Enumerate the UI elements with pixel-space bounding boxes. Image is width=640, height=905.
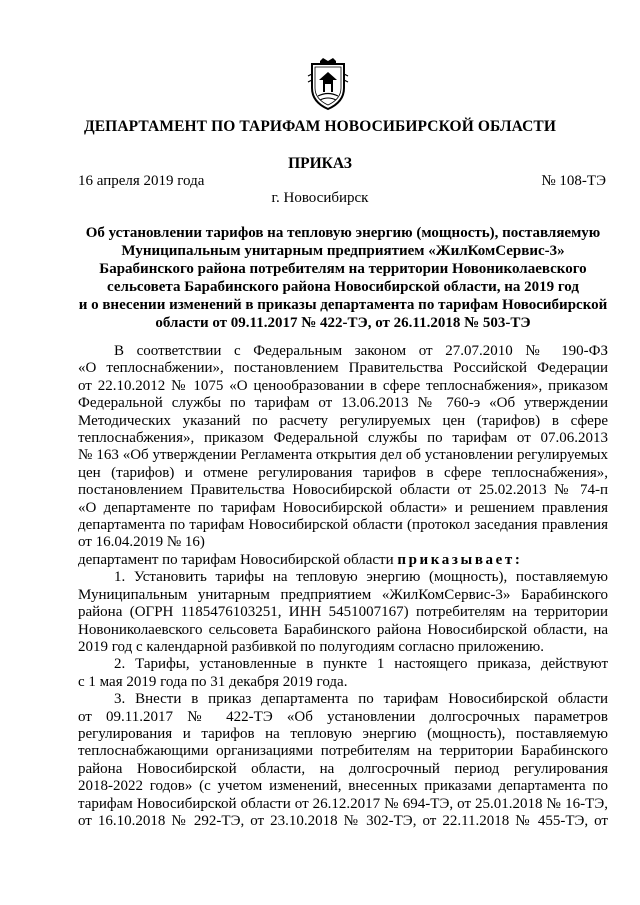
item-2-paragraph — [78, 656, 608, 691]
preamble-line: Федеральной службы по тарифам от 13.06.2013 № 760-э «Об утверждении — [78, 395, 608, 412]
preamble-line: теплоснабжения», приказом Федеральной службы по тарифам от 07.06.2013 — [78, 430, 608, 447]
order-city: г. Новосибирск — [271, 190, 369, 206]
preamble-line: В соответствии с Федеральным законом от 27.07.2010 № 190-ФЗ — [114, 343, 608, 359]
item-3-line: 2018-2022 годов» (с учетом изменений, внесенных приказами департамента по — [78, 778, 608, 795]
title-line: области от 09.11.2017 № 422-ТЭ, от 26.11.2018 № 503-ТЭ — [155, 315, 531, 331]
preamble-line: от 22.10.2012 № 1075 «О ценообразовании в сфере теплоснабжения», приказом — [78, 377, 608, 394]
order-title — [78, 224, 608, 332]
item-1-line: района (ОГРН 1185476103251, ИНН 5451007167) потребителям на территории — [78, 604, 608, 621]
item-1-line: 2019 год с календарной разбивкой по полугодиям согласно приложению. — [78, 638, 544, 655]
item-3-line: тарифам Новосибирской области от 26.12.2017 № 694-ТЭ, от 25.01.2018 № 16-ТЭ, — [78, 795, 608, 812]
item-3-line: от 16.10.2018 № 292-ТЭ, от 23.10.2018 № 302-ТЭ, от 22.11.2018 № 455-ТЭ, от — [78, 812, 608, 829]
item-3-line: 3. Внести в приказ департамента по тарифам Новосибирской области — [114, 691, 608, 708]
preamble-line: постановлением Правительства Новосибирской области от 25.02.2013 № 74-п — [78, 482, 608, 499]
item-3-line: от 09.11.2017 № 422-ТЭ «Об установлении долгосрочных параметров — [78, 708, 608, 725]
order-date: 16 апреля 2019 года — [78, 173, 205, 189]
title-line: и о внесении изменений в приказы департамента по тарифам Новосибирской — [78, 297, 608, 313]
order-number: № 108-ТЭ — [541, 173, 606, 189]
preamble-line: от 16.04.2019 № 16) — [78, 534, 205, 551]
item-3-line: регулирования и тарифов на тепловую энергию (мощность), поставляемую — [78, 725, 608, 742]
preamble-line: «О теплоснабжении», постановлением Правительства Российской Федерации — [78, 360, 608, 377]
title-line: Об установлении тарифов на тепловую энергию (мощность), поставляемую — [85, 225, 601, 241]
item-3-line: теплоснабжающими организациями потребителям на территории Барабинского — [78, 743, 608, 760]
item-1-paragraph — [78, 569, 608, 656]
preamble-line: № 163 «Об утверждении Регламента открытия дел об установлении регулируемых — [78, 447, 608, 464]
preamble-line: департамента по тарифам Новосибирской области (протокол заседания правления — [78, 517, 608, 534]
preamble-line: «О департаменте по тарифам Новосибирской области» и решением правления — [78, 499, 608, 516]
item-1-line: Муниципальным унитарным предприятием «ЖилКомСервис-3» Барабинского — [78, 586, 608, 603]
orders-line — [78, 552, 608, 569]
item-2-line: с 1 мая 2019 года по 31 декабря 2019 года. — [78, 673, 348, 690]
title-line: Барабинского района потребителям на территории Новониколаевского — [99, 261, 587, 277]
item-1-line: 1. Установить тарифы на тепловую энергию (мощность), поставляемую — [114, 569, 608, 586]
order-body — [78, 343, 608, 830]
item-3-paragraph — [78, 691, 608, 830]
preamble-line: цен (тарифов) и отмене регулирования тарифов в сфере теплоснабжения», — [78, 464, 608, 481]
orders-emphasis: приказывает: — [397, 551, 523, 568]
coat-of-arms-emblem — [306, 58, 350, 112]
preamble-paragraph — [78, 343, 608, 552]
item-2-line: 2. Тарифы, установленные в пункте 1 настоящего приказа, действуют — [114, 656, 608, 673]
document-type-heading: ПРИКАЗ — [288, 155, 352, 172]
orders-prefix: департамент по тарифам Новосибирской области — [78, 551, 394, 568]
title-line: сельсовета Барабинского района Новосибирской области, на 2019 год — [107, 279, 579, 295]
item-3-line: района Новосибирской области, на долгосрочный период регулирования — [78, 760, 608, 777]
item-1-line: Новониколаевского сельсовета Барабинского района Новосибирской области, на — [78, 621, 608, 638]
department-heading: ДЕПАРТАМЕНТ ПО ТАРИФАМ НОВОСИБИРСКОЙ ОБЛАСТИ — [83, 118, 557, 135]
preamble-line: Методических указаний по расчету регулируемых цен (тарифов) в сфере — [78, 412, 608, 429]
title-line: Муниципальным унитарным предприятием «ЖилКомСервис-3» — [121, 243, 565, 259]
